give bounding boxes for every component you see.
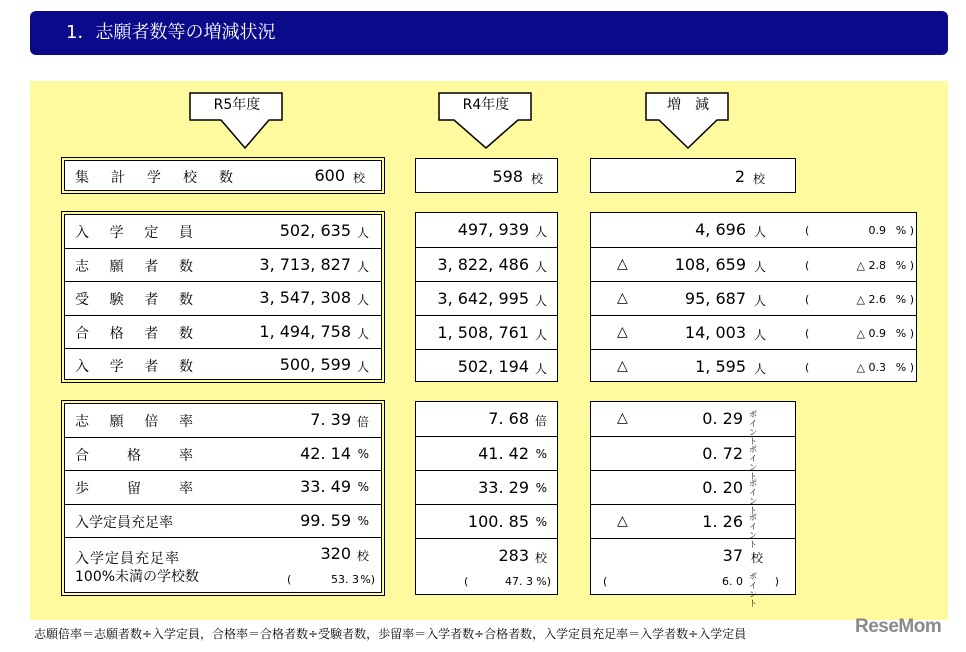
r5-unit: 人 [356, 326, 369, 341]
point-unit-bottom: ント [749, 463, 757, 481]
row-label-char: 合 [75, 325, 89, 342]
row-label-char: 学 [109, 225, 124, 241]
r5-value: 3, 547, 308 [259, 288, 351, 308]
r5-value: 7. 39 [310, 410, 351, 429]
diff-unit: 人 [753, 328, 766, 342]
table-row [65, 504, 381, 538]
table-row [591, 402, 795, 446]
row-label-char: 率 [179, 448, 193, 465]
r5-value: 500, 599 [279, 354, 351, 374]
row-label-char: 学 [109, 358, 124, 375]
r5-value: 502, 635 [279, 221, 351, 240]
diff-value: 0. 29 [702, 409, 743, 428]
row-label [75, 411, 193, 431]
pct-close: %) [360, 572, 375, 586]
r4-value: 502, 194 [457, 357, 529, 376]
rates-r4-table [415, 401, 558, 595]
row-label-char: 入 [75, 358, 89, 375]
table-row [416, 436, 557, 471]
table-row [591, 470, 795, 515]
diff-unit: 人 [753, 294, 766, 308]
schools-r5-box [64, 160, 382, 191]
r5-value: 3, 713, 827 [259, 255, 351, 275]
pct-value: △ 0.9 [856, 327, 886, 340]
diff-unit: 校 [750, 551, 763, 565]
r5-unit: 倍 [356, 415, 369, 429]
row-label-char: 数 [178, 325, 193, 342]
pct-close: % ) [895, 327, 914, 340]
pct-close: % ) [895, 259, 914, 272]
schools-r5: 600 [314, 166, 345, 185]
r5-value: 33. 49 [300, 477, 351, 497]
header-r5-arrow [187, 90, 287, 152]
row-label-char: 数 [178, 358, 193, 375]
r5-unit: 人 [356, 293, 369, 308]
point-unit-top: ポイ [749, 410, 757, 428]
r4-value: 497, 939 [457, 220, 529, 239]
r4-value: 33. 29 [478, 478, 529, 497]
r4-value: 3, 822, 486 [437, 255, 529, 274]
schools-diff-box [590, 158, 796, 193]
row-label-char: 倍 [144, 414, 159, 430]
diff-value: 1. 26 [702, 512, 743, 531]
row-label [75, 356, 193, 376]
schools-diff-unit: 校 [752, 172, 765, 186]
row-label [75, 323, 193, 343]
table-row [591, 504, 795, 549]
row-label [75, 478, 193, 498]
row-label [75, 445, 193, 465]
pct-value: △ 2.8 [856, 259, 886, 272]
counts-diff-table [590, 212, 917, 382]
pct-close: %) [536, 575, 551, 588]
header-r4: R4年度 [462, 97, 510, 113]
r4-unit: 人 [534, 328, 547, 342]
row-label-char: 員 [178, 225, 193, 241]
r5-unit: 人 [356, 226, 369, 240]
row-label-char: 数 [178, 259, 193, 276]
section-title: 1．志願者数等の増減状況 [66, 22, 276, 43]
r5-unit: % [357, 480, 369, 495]
diff-unit: 人 [753, 225, 766, 239]
r5-value: 320 [320, 543, 351, 563]
pct-open: ( [805, 327, 810, 340]
r4-value: 41. 42 [478, 444, 529, 463]
header-diff-arrow [643, 90, 733, 152]
pct-close: % ) [895, 224, 914, 237]
diff-unit: 人 [753, 260, 766, 274]
r4-unit: 人 [534, 225, 547, 239]
r5-unit: 人 [356, 359, 369, 374]
counts-r5-table [64, 214, 382, 380]
r5-unit: % [357, 447, 369, 462]
r4-unit: % [535, 515, 547, 529]
schools-unit: 校 [352, 171, 365, 185]
table-row [416, 538, 557, 597]
diff-value: 95, 687 [684, 289, 746, 308]
row-label-char: 験 [109, 292, 124, 309]
table-row [65, 470, 381, 504]
r5-value: 42. 14 [300, 444, 351, 464]
table-row [591, 538, 795, 608]
row-label-2: 100%未満の学校数 [75, 568, 200, 585]
diff-value: 37 [722, 546, 743, 565]
pct-open: ( [805, 293, 810, 306]
row-label [75, 256, 193, 276]
row-label-char: 格 [109, 325, 124, 342]
row-label-char: 合 [75, 448, 89, 465]
schools-r4-unit: 校 [530, 172, 543, 186]
table-row [416, 315, 557, 350]
counts-r4-table [415, 212, 558, 382]
triangle-mark: △ [617, 513, 628, 529]
r4-value: 283 [498, 546, 529, 565]
r4-unit: 人 [534, 362, 547, 376]
table-row [65, 404, 381, 437]
pct-open: ( [464, 575, 469, 588]
row-label-char: 数 [178, 292, 193, 309]
table-row [591, 247, 916, 282]
rates-r5-table [64, 403, 382, 593]
pct-close: % ) [895, 293, 914, 306]
table-row [591, 315, 916, 350]
table-row [591, 436, 795, 481]
table-row [416, 402, 557, 436]
pct-open: ( [603, 575, 608, 588]
point-unit-top: ポイ [749, 513, 757, 531]
r5-value: 1, 494, 758 [259, 321, 351, 341]
pct-open: ( [287, 572, 292, 586]
header-diff: 増 減 [667, 97, 709, 113]
diff-unit: 人 [753, 362, 766, 376]
r4-value: 1, 508, 761 [437, 323, 529, 342]
pct-value: 6. 0 [722, 575, 743, 588]
row-label-char: 志 [75, 259, 89, 276]
pct-open: ( [805, 259, 810, 272]
diff-value: 0. 72 [702, 444, 743, 463]
point-unit-bottom: ント [749, 531, 757, 549]
r5-unit: 人 [356, 260, 369, 275]
header-r5: R5年度 [213, 97, 261, 113]
table-row [591, 281, 916, 316]
table-row [416, 349, 557, 384]
triangle-mark: △ [617, 358, 628, 374]
table-row [65, 281, 381, 315]
triangle-mark: △ [617, 256, 628, 272]
triangle-mark: △ [617, 410, 628, 426]
table-row [591, 213, 916, 247]
r4-unit: % [535, 447, 547, 461]
r4-value: 7. 68 [488, 409, 529, 428]
pct-open: ( [805, 224, 810, 237]
pct-close: ) [774, 575, 779, 588]
diff-value: 0. 20 [702, 478, 743, 497]
r5-unit: 校 [356, 548, 369, 563]
row-label-char: 者 [144, 259, 159, 276]
row-label-char: 入 [75, 225, 89, 241]
row-label [75, 289, 193, 309]
diff-value: 14, 003 [684, 323, 746, 342]
row-label-char: 格 [127, 448, 141, 465]
row-label-char: 者 [144, 292, 159, 309]
r5-unit: % [357, 513, 369, 528]
diff-value: 1, 595 [695, 357, 746, 376]
row-label-char: 受 [75, 292, 89, 309]
row-label-char: 留 [127, 481, 141, 498]
r4-unit: 校 [534, 551, 547, 565]
row-label: 入学定員充足率 [75, 514, 173, 531]
row-label-char: 者 [144, 358, 159, 375]
table-row [416, 213, 557, 247]
point-unit-top: ポイ [749, 445, 757, 463]
table-row [591, 349, 916, 384]
point-unit-top: ポイ [749, 479, 757, 497]
row-label-char: 願 [109, 259, 124, 276]
section-title-bar [30, 11, 948, 55]
schools-r4-box [415, 158, 558, 193]
header-r4-arrow [436, 90, 536, 152]
r5-value: 99. 59 [300, 510, 351, 530]
row-label-char: 志 [75, 414, 89, 430]
table-row [65, 348, 381, 382]
point-unit-bottom: ント [749, 428, 757, 446]
r4-unit: 人 [534, 260, 547, 274]
row-label-char: 率 [178, 414, 193, 430]
r4-value: 3, 642, 995 [437, 289, 529, 308]
row-label-char: 歩 [75, 481, 89, 498]
r4-unit: % [535, 481, 547, 495]
pct-close: % ) [895, 361, 914, 374]
r4-unit: 倍 [534, 414, 547, 428]
r4-value: 100. 85 [467, 512, 529, 531]
point-unit-bottom: ント [749, 590, 757, 608]
pct-open: ( [805, 361, 810, 374]
table-row [65, 215, 381, 248]
triangle-mark: △ [617, 290, 628, 306]
table-row [416, 247, 557, 282]
pct-value: △ 0.3 [856, 361, 886, 374]
row-label-char: 率 [179, 481, 193, 498]
table-row [65, 248, 381, 282]
pct-value: △ 2.6 [856, 293, 886, 306]
rates-diff-table [590, 401, 796, 608]
point-unit-bottom: ント [749, 497, 757, 515]
row-label-char: 者 [144, 325, 159, 342]
schools-r4: 598 [492, 167, 523, 186]
resemom-logo: ReseMom [855, 616, 942, 637]
triangle-mark: △ [617, 324, 628, 340]
schools-label: 集 計 学 校 数 [75, 170, 237, 186]
pct-value: 0.9 [868, 224, 886, 237]
diff-value: 4, 696 [695, 220, 746, 239]
table-row [65, 537, 381, 596]
row-label: 入学定員充足率 [75, 550, 180, 567]
table-row [416, 281, 557, 316]
schools-diff: 2 [734, 167, 745, 186]
table-row [65, 437, 381, 471]
table-row [416, 470, 557, 505]
row-label-char: 願 [109, 414, 124, 430]
table-row [416, 504, 557, 539]
r4-unit: 人 [534, 294, 547, 308]
pct-value: 53. 3 [331, 572, 359, 586]
footer-note: 志願倍率＝志願者数÷入学定員，合格率＝合格者数÷受験者数，歩留率＝入学者数÷合格者数，入学定員充足率＝入学者数÷入学定員 [34, 627, 747, 641]
point-unit [749, 572, 761, 608]
row-label [75, 222, 193, 242]
table-row [65, 315, 381, 349]
point-unit-top: ポイ [749, 572, 757, 590]
row-label-char: 定 [144, 225, 159, 241]
diff-value: 108, 659 [674, 255, 746, 274]
pct-value: 47. 3 [505, 575, 533, 588]
